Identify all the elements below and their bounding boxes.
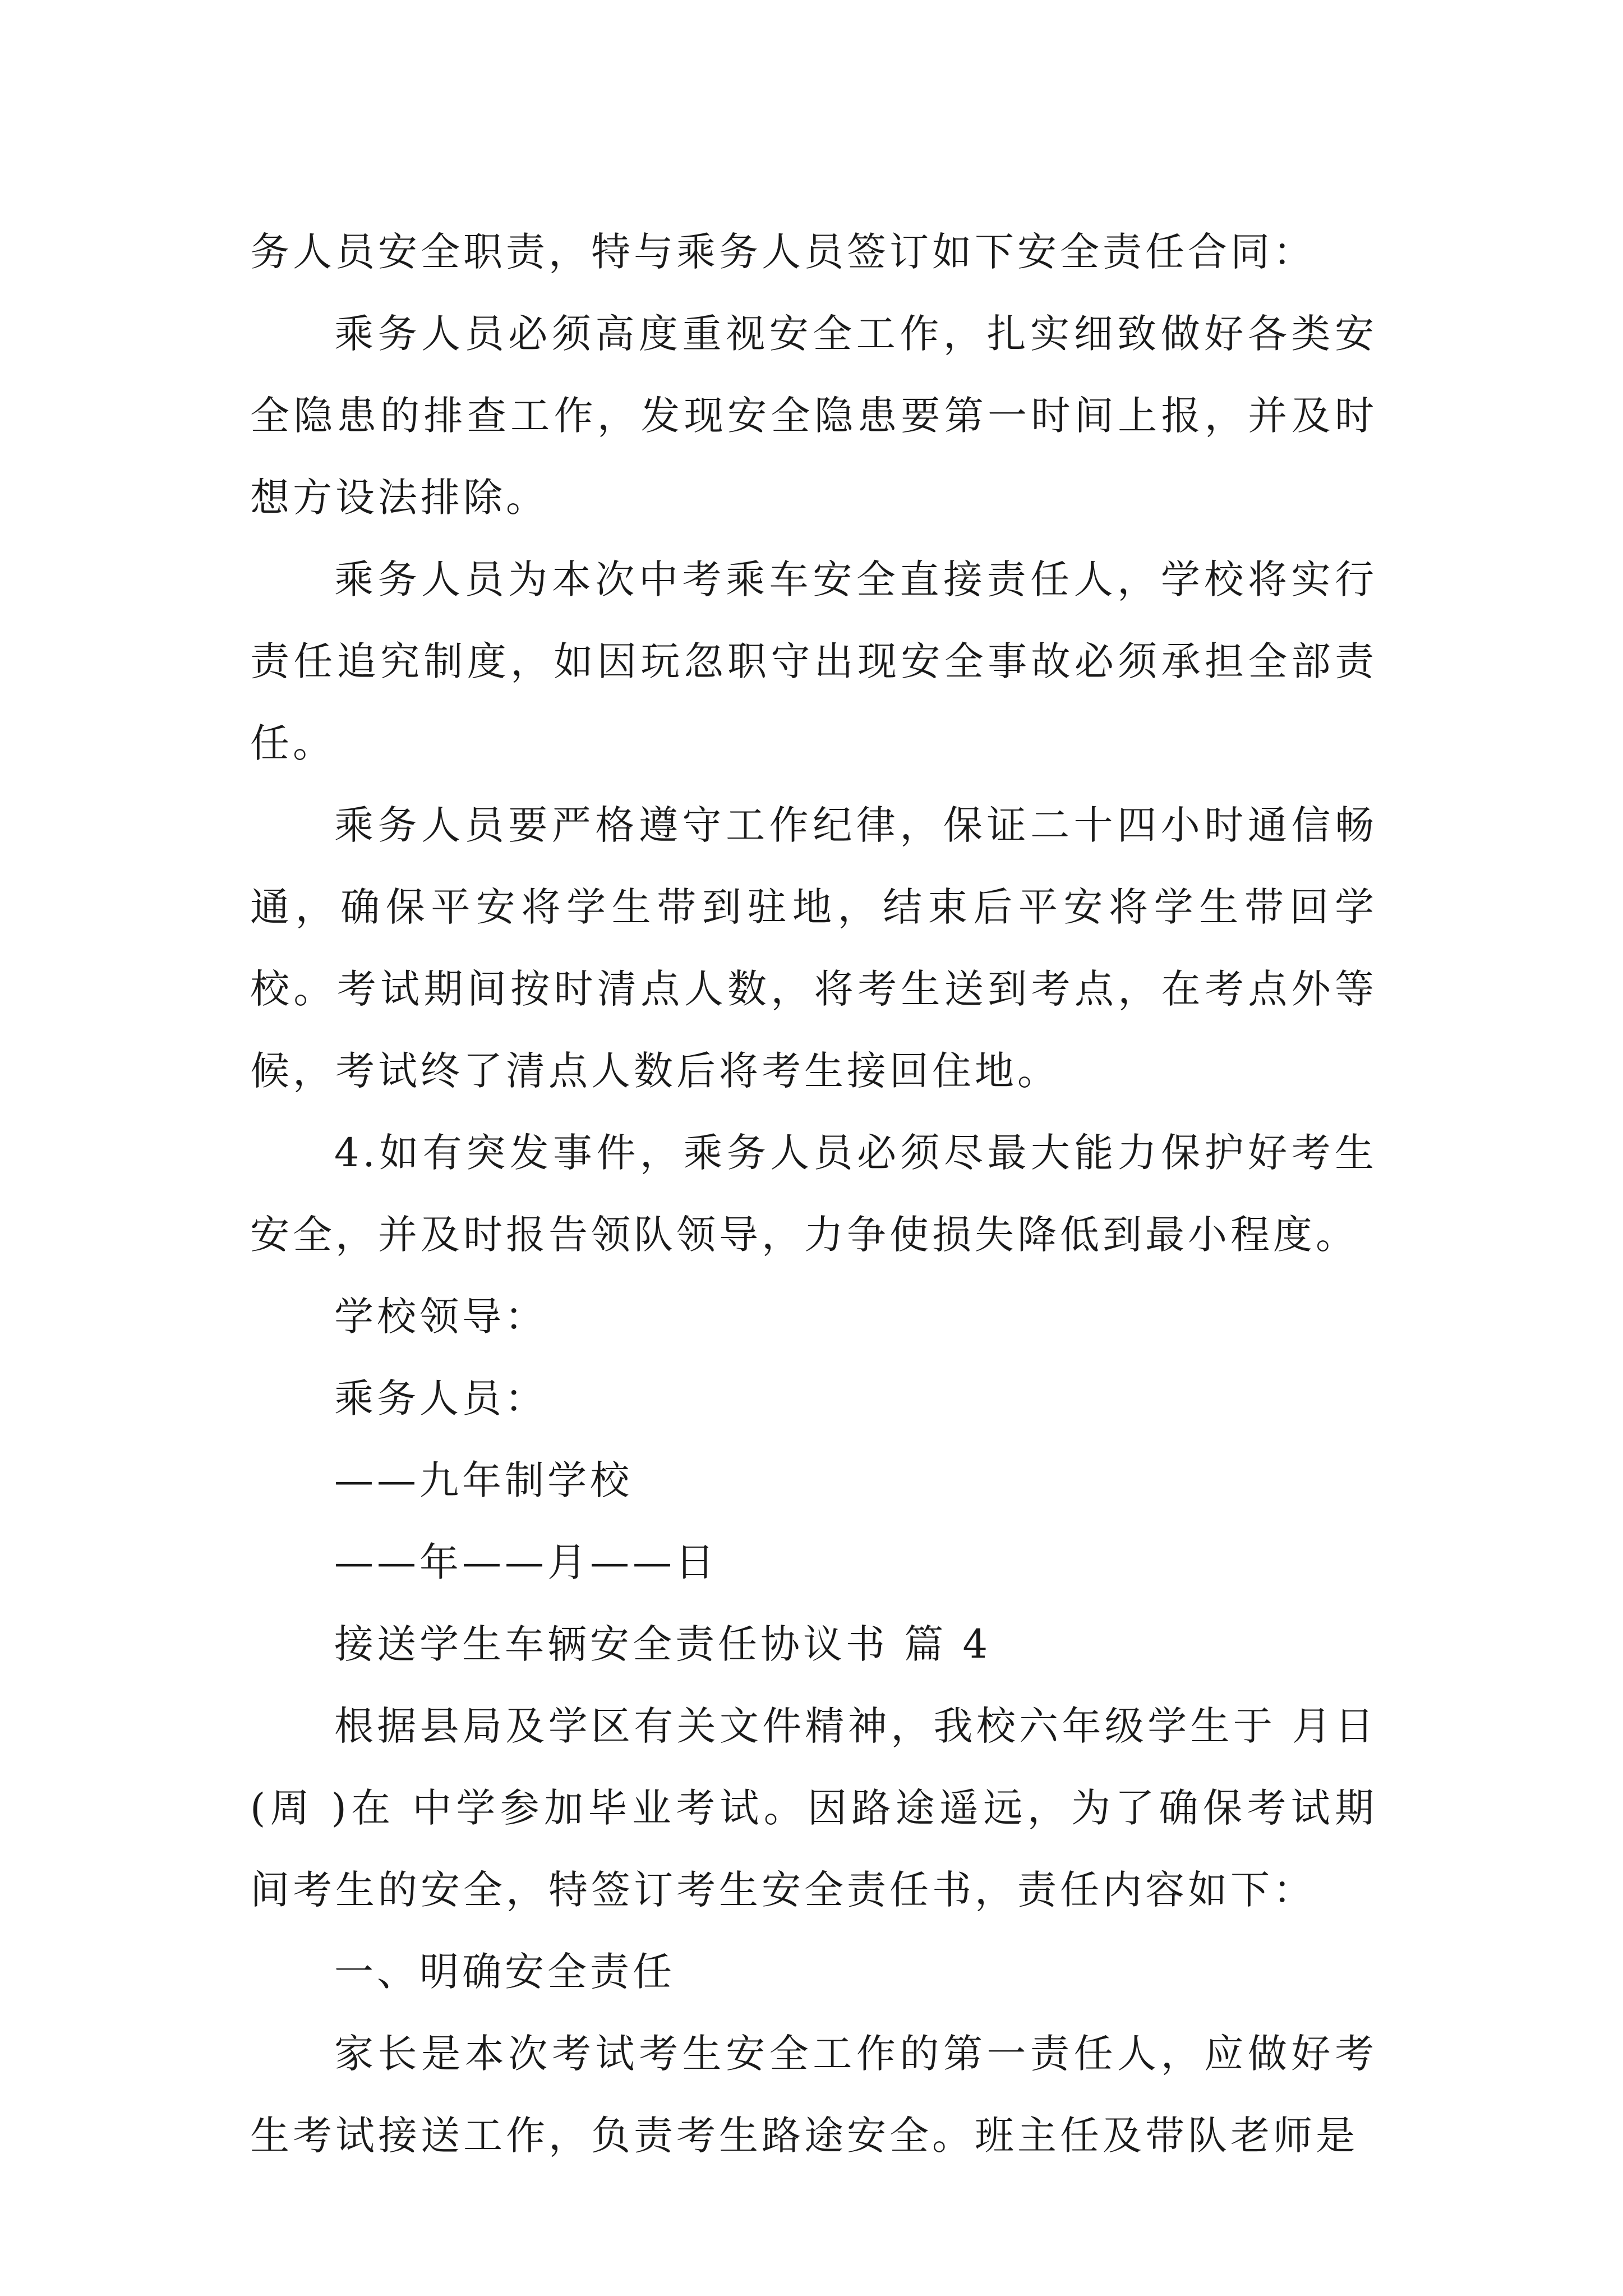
signature-school-name: ——九年制学校 [334, 1457, 633, 1503]
subheading-1: 一、明确安全责任 [334, 1949, 675, 1995]
paragraph-5: 4.如有突发事件，乘务人员必须尽最大能力保护好考生安全，并及时报告领队领导，力争使损失降低到最小程度。 [250, 1130, 1377, 1258]
paragraph-4: 乘务人员要严格遵守工作纪律，保证二十四小时通信畅通，确保平安将学生带到驻地，结束后平安将学生带回学校。考试期间按时清点人数，将考生送到考点，在考点外等候，考试终了清点人数后将考生接回住地。 [250, 802, 1377, 1094]
paragraph-7: 家长是本次考试考生安全工作的第一责任人，应做好考生考试接送工作，负责考生路途安全。班主任及带队老师是 [250, 2031, 1377, 2159]
paragraph-1: 务人员安全职责，特与乘务人员签订如下安全责任合同： [250, 229, 1316, 275]
signature-crew: 乘务人员： [334, 1375, 547, 1421]
document-body [250, 211, 1377, 2177]
signature-school-leader: 学校领导： [334, 1294, 547, 1340]
paragraph-2: 乘务人员必须高度重视安全工作，扎实细致做好各类安全隐患的排查工作，发现安全隐患要第一时间上报，并及时想方设法排除。 [250, 311, 1377, 521]
signature-date: ——年——月——日 [334, 1539, 718, 1585]
section-heading: 接送学生车辆安全责任协议书 篇 4 [334, 1621, 992, 1667]
paragraph-6: 根据县局及学区有关文件精神，我校六年级学生于 月日(周 )在 中学参加毕业考试。因路途遥远，为了确保考试期间考生的安全，特签订考生安全责任书，责任内容如下： [250, 1703, 1377, 1913]
paragraph-3: 乘务人员为本次中考乘车安全直接责任人，学校将实行责任追究制度，如因玩忽职守出现安全事故必须承担全部责任。 [250, 556, 1377, 766]
